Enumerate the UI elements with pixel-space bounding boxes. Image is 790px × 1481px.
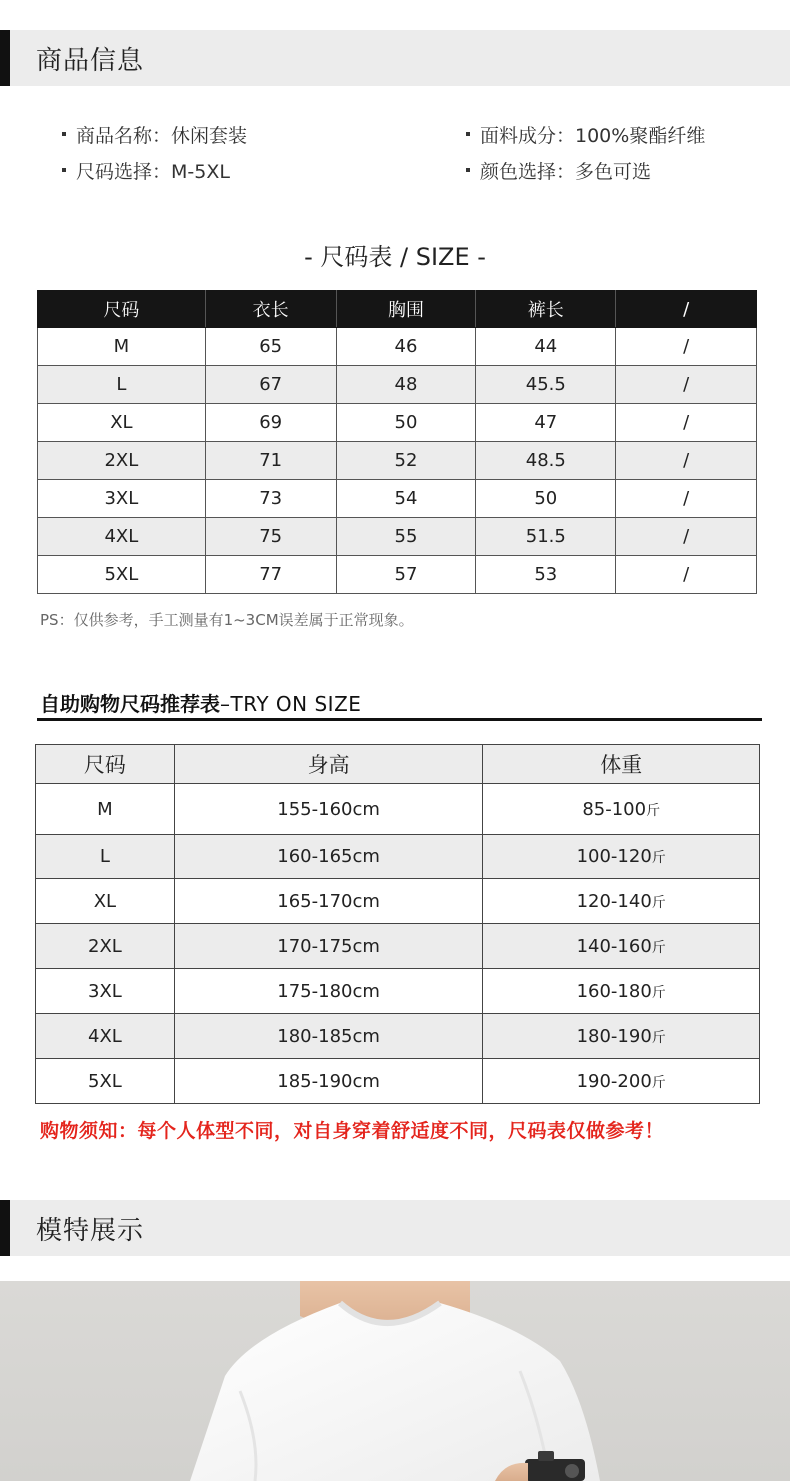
- model-photo-illustration: [0, 1281, 790, 1481]
- weight-value: 190-200: [576, 1070, 652, 1092]
- table-cell: 155-160cm: [174, 784, 483, 835]
- table-cell: M: [38, 328, 206, 366]
- size-table-header-row: [38, 291, 757, 328]
- table-cell: /: [616, 366, 757, 404]
- info-item-size: [62, 157, 230, 184]
- weight-unit: 斤: [651, 984, 666, 1001]
- table-cell: 48: [336, 366, 476, 404]
- table-cell: 50: [336, 404, 476, 442]
- table-cell: 47: [476, 404, 616, 442]
- table-cell: 2XL: [36, 924, 175, 969]
- table-cell: 51.5: [476, 518, 616, 556]
- table-cell: 50: [476, 480, 616, 518]
- table-cell: 44: [476, 328, 616, 366]
- table-row: [38, 328, 757, 366]
- table-cell: [483, 1059, 760, 1104]
- weight-unit: 斤: [651, 1074, 666, 1091]
- weight-value: 100-120: [576, 846, 652, 867]
- info-text: 尺码选择：M-5XL: [76, 161, 230, 183]
- table-cell: 67: [205, 366, 336, 404]
- table-cell: [483, 784, 760, 835]
- table-cell: XL: [36, 879, 175, 924]
- section-title: 模特展示: [36, 1215, 145, 1246]
- table-cell: 5XL: [38, 556, 206, 594]
- info-text: 面料成分：100%聚酯纤维: [480, 125, 706, 147]
- try-on-heading-en: –TRY ON SIZE: [220, 692, 362, 716]
- table-row: [38, 366, 757, 404]
- table-cell: L: [36, 835, 175, 879]
- table-cell: 5XL: [36, 1059, 175, 1104]
- table-cell: /: [616, 556, 757, 594]
- table-cell: [483, 1014, 760, 1059]
- weight-value: 140-160: [576, 935, 652, 957]
- table-cell: 53: [476, 556, 616, 594]
- header-cell: 体重: [483, 745, 760, 784]
- header-cell: 尺码: [36, 745, 175, 784]
- weight-value: 85-100: [582, 798, 647, 820]
- table-row: [36, 835, 760, 879]
- header-cell: 胸围: [336, 291, 476, 328]
- try-table-header-row: [36, 745, 760, 784]
- try-on-heading: [40, 688, 361, 717]
- table-cell: 48.5: [476, 442, 616, 480]
- bullet-icon: [466, 132, 470, 136]
- section-title: 商品信息: [36, 45, 145, 76]
- header-cell: 裤长: [476, 291, 616, 328]
- section-header-model-display: [0, 1200, 790, 1256]
- table-row: [38, 480, 757, 518]
- table-cell: 180-185cm: [174, 1014, 483, 1059]
- table-cell: 71: [205, 442, 336, 480]
- info-text: 商品名称：休闲套装: [76, 125, 248, 147]
- table-cell: 46: [336, 328, 476, 366]
- table-cell: 185-190cm: [174, 1059, 483, 1104]
- table-cell: M: [36, 784, 175, 835]
- header-cell: 衣长: [205, 291, 336, 328]
- table-row: [38, 518, 757, 556]
- weight-unit: 斤: [646, 802, 661, 819]
- info-item-name: [62, 121, 247, 148]
- table-cell: 54: [336, 480, 476, 518]
- size-table-heading: - 尺码表 / SIZE -: [304, 243, 486, 271]
- table-cell: 165-170cm: [174, 879, 483, 924]
- table-cell: L: [38, 366, 206, 404]
- table-cell: 170-175cm: [174, 924, 483, 969]
- table-cell: /: [616, 518, 757, 556]
- table-row: [38, 404, 757, 442]
- ps-note: PS：仅供参考，手工测量有1~3CM误差属于正常现象。: [40, 611, 414, 629]
- shopping-notice: 购物须知：每个人体型不同，对自身穿着舒适度不同，尺码表仅做参考！: [40, 1120, 665, 1142]
- model-photo: [0, 1281, 790, 1481]
- table-cell: /: [616, 442, 757, 480]
- weight-unit: 斤: [651, 894, 666, 911]
- table-cell: [483, 879, 760, 924]
- info-item-color: [466, 157, 651, 184]
- weight-unit: 斤: [651, 1029, 666, 1046]
- table-cell: 65: [205, 328, 336, 366]
- weight-unit: 斤: [651, 850, 666, 866]
- heading-underline: [37, 718, 762, 721]
- section-accent-bar: [0, 30, 10, 86]
- table-cell: /: [616, 480, 757, 518]
- table-cell: 57: [336, 556, 476, 594]
- try-on-heading-cn: 自助购物尺码推荐表: [40, 692, 220, 716]
- table-cell: 4XL: [36, 1014, 175, 1059]
- table-cell: 4XL: [38, 518, 206, 556]
- table-row: [36, 879, 760, 924]
- table-cell: 77: [205, 556, 336, 594]
- header-cell: 身高: [174, 745, 483, 784]
- size-table: [37, 290, 757, 594]
- bullet-icon: [62, 132, 66, 136]
- table-cell: XL: [38, 404, 206, 442]
- table-cell: 3XL: [38, 480, 206, 518]
- table-cell: 45.5: [476, 366, 616, 404]
- table-cell: 175-180cm: [174, 969, 483, 1014]
- table-row: [36, 1014, 760, 1059]
- table-cell: 69: [205, 404, 336, 442]
- table-cell: [483, 969, 760, 1014]
- table-cell: 2XL: [38, 442, 206, 480]
- table-cell: 73: [205, 480, 336, 518]
- header-cell: /: [616, 291, 757, 328]
- table-row: [36, 969, 760, 1014]
- table-row: [36, 784, 760, 835]
- table-row: [38, 442, 757, 480]
- table-cell: 55: [336, 518, 476, 556]
- weight-unit: 斤: [651, 939, 666, 956]
- table-cell: [483, 924, 760, 969]
- bullet-icon: [62, 168, 66, 172]
- table-cell: 3XL: [36, 969, 175, 1014]
- info-text: 颜色选择：多色可选: [480, 161, 652, 183]
- table-cell: 75: [205, 518, 336, 556]
- weight-value: 120-140: [576, 890, 652, 912]
- table-cell: 160-165cm: [174, 835, 483, 879]
- table-cell: /: [616, 404, 757, 442]
- table-cell: 52: [336, 442, 476, 480]
- section-accent-bar: [0, 1200, 10, 1256]
- bullet-icon: [466, 168, 470, 172]
- try-on-table: [35, 744, 760, 1104]
- table-cell: [483, 835, 760, 879]
- info-item-fabric: [466, 121, 705, 148]
- header-cell: 尺码: [38, 291, 206, 328]
- table-row: [38, 556, 757, 594]
- section-header-product-info: [0, 30, 790, 86]
- table-row: [36, 1059, 760, 1104]
- weight-value: 160-180: [576, 980, 652, 1002]
- table-row: [36, 924, 760, 969]
- weight-value: 180-190: [576, 1025, 652, 1047]
- table-cell: /: [616, 328, 757, 366]
